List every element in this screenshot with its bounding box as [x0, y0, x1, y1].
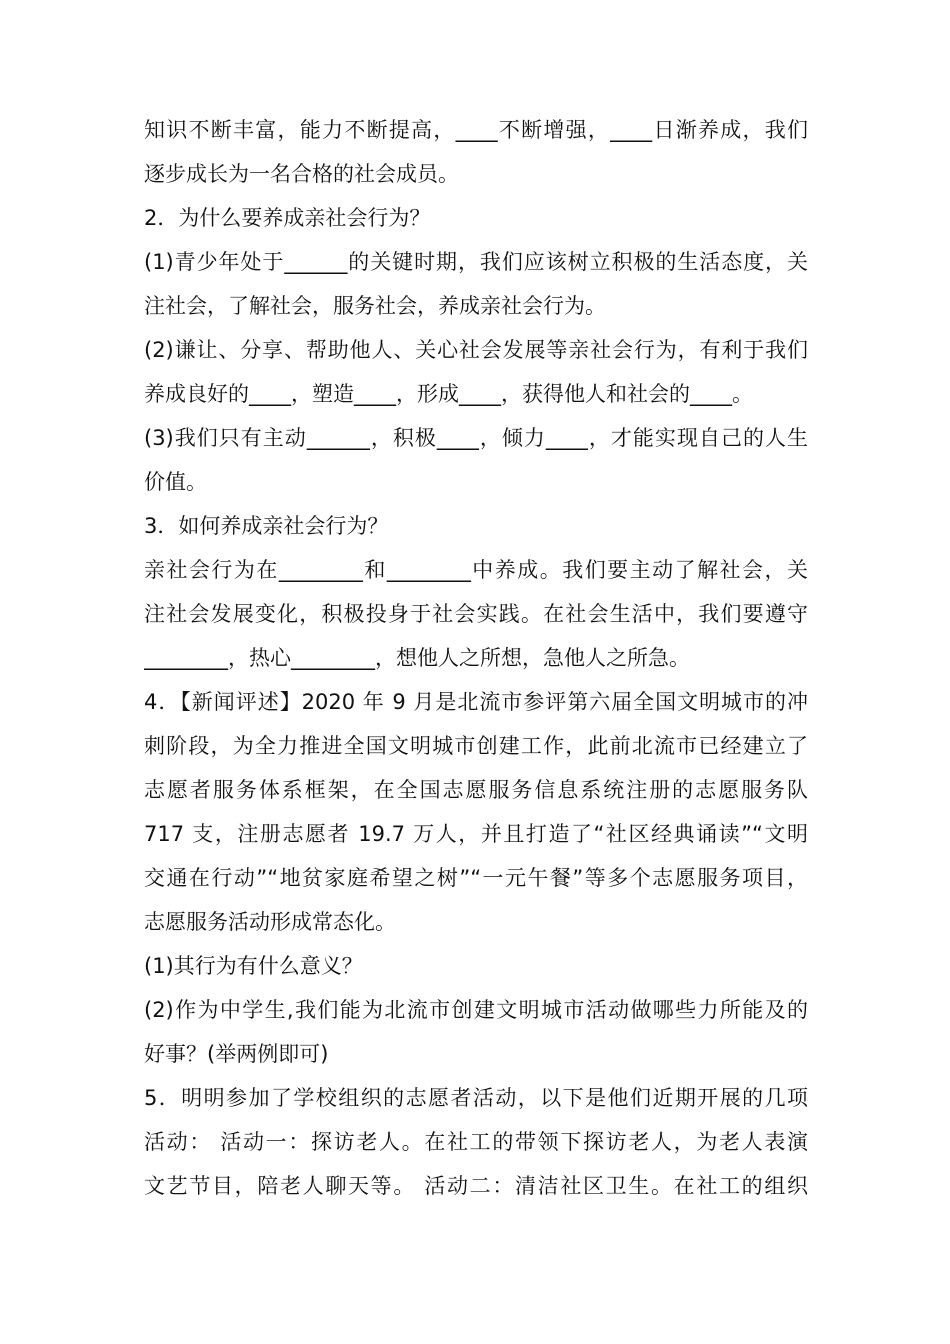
question-heading: 2．为什么要养成亲社会行为？ [144, 206, 431, 230]
question-heading: 3．如何养成亲社会行为？ [144, 514, 389, 538]
text-line: 注社会，了解社会，服务社会，养成亲社会行为。 [144, 294, 606, 318]
text-line: 注社会发展变化，积极投身于社会实践。在社会生活中，我们要遵守 [144, 602, 808, 626]
question-heading: 5．明明参加了学校组织的志愿者活动，以下是他们近期开展的几项 [144, 1086, 808, 1110]
text-line: 好事？(举两例即可) [144, 1042, 329, 1066]
text-line: (1)青少年处于______的关键时期，我们应该树立积极的生活态度，关 [144, 250, 808, 274]
text-line: 交通在行动”“地贫家庭希望之树”“一元午餐”等多个志愿服务项目， [144, 866, 808, 890]
text-line: (2)谦让、分享、帮助他人、关心社会发展等亲社会行为，有利于我们 [144, 338, 808, 362]
text-line: 亲社会行为在________和________中养成。我们要主动了解社会，关 [144, 558, 808, 582]
sub-question: (1)其行为有什么意义？ [144, 954, 363, 978]
text-line: 活动： 活动一：探访老人。在社工的带领下探访老人，为老人表演 [144, 1130, 808, 1154]
text-line: ________，热心________，想他人之所想，急他人之所急。 [144, 646, 690, 670]
text-line: 志愿服务活动形成常态化。 [144, 910, 396, 934]
text-line: (3)我们只有主动______，积极____，倾力____，才能实现自己的人生 [144, 426, 808, 450]
text-line: 知识不断丰富，能力不断提高，____不断增强，____日渐养成，我们 [144, 118, 808, 142]
question-heading: 4．【新闻评述】2020 年 9 月是北流市参评第六届全国文明城市的冲 [144, 690, 808, 714]
document-body [144, 108, 808, 1208]
text-line: 志愿者服务体系框架，在全国志愿服务信息系统注册的志愿服务队 [144, 778, 808, 802]
text-line: 逐步成长为一名合格的社会成员。 [144, 162, 459, 186]
text-line: 717 支，注册志愿者 19.7 万人，并且打造了“社区经典诵读”“文明 [144, 822, 808, 846]
text-line: 价值。 [144, 470, 207, 494]
sub-question: (2)作为中学生,我们能为北流市创建文明城市活动做哪些力所能及的 [144, 998, 808, 1022]
text-line: 刺阶段，为全力推进全国文明城市创建工作，此前北流市已经建立了 [144, 734, 808, 758]
text-line: 文艺节目，陪老人聊天等。 活动二：清洁社区卫生。在社工的组织 [144, 1174, 808, 1198]
text-line: 养成良好的____，塑造____，形成____，获得他人和社会的____。 [144, 382, 753, 406]
